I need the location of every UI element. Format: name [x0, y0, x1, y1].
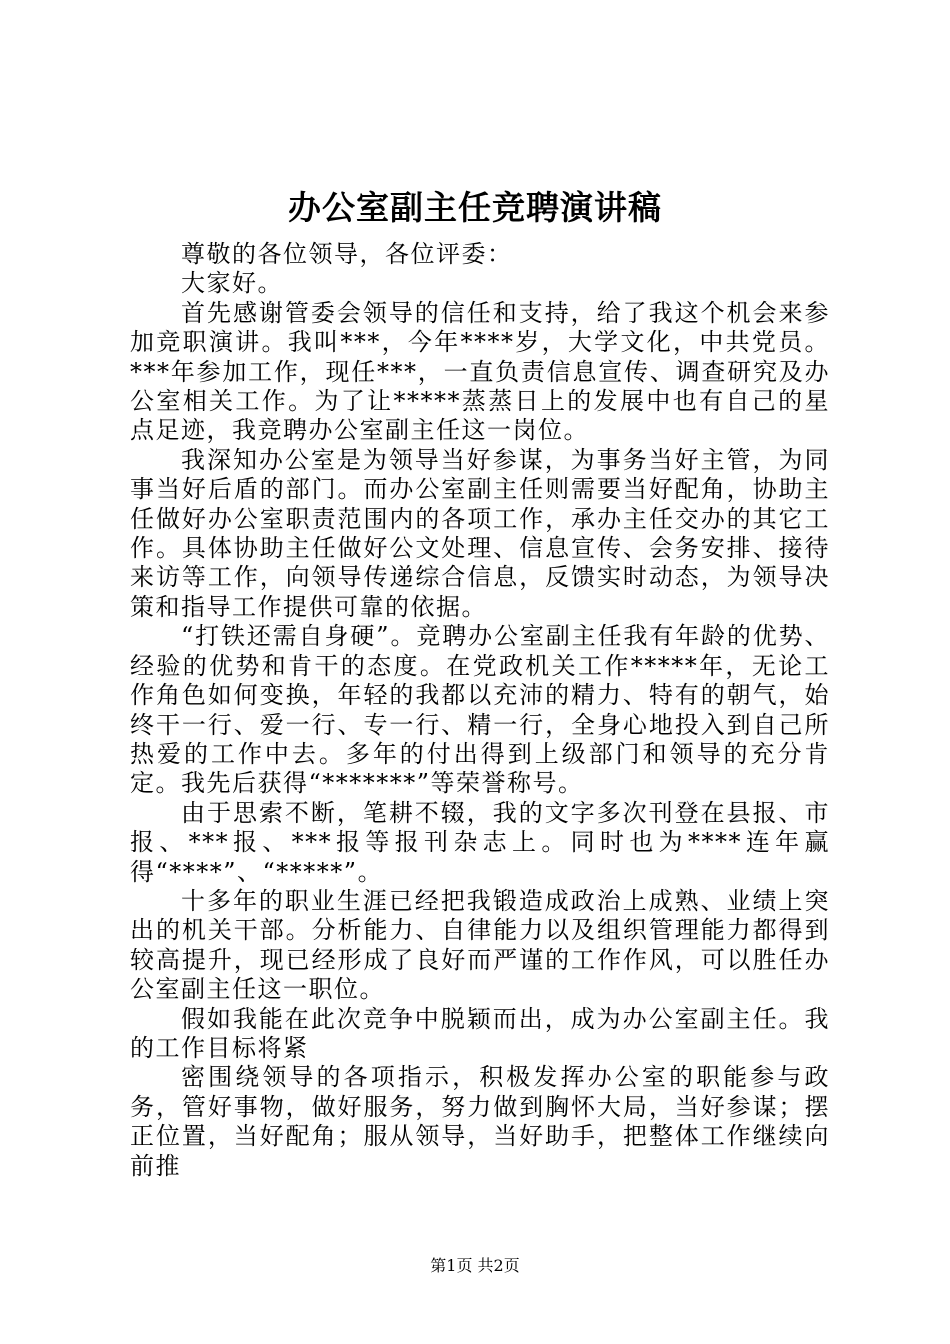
- greeting-paragraph: 大家好。: [181, 269, 283, 298]
- body-paragraph: 由于思索不断，笔耕不辍，我的文字多次刊登在县报、市报、***报、***报等报刊杂志上。同时也为****连年赢得“****”、“*****”。: [130, 798, 830, 886]
- page-footer: 第1页 共2页: [430, 1256, 520, 1275]
- body-paragraph: 假如我能在此次竞争中脱颖而出，成为办公室副主任。我的工作目标将紧: [130, 1004, 830, 1062]
- body-paragraph: 十多年的职业生涯已经把我锻造成政治上成熟、业绩上突出的机关干部。分析能力、自律能力以及组织管理能力都得到较高提升，现已经形成了良好而严谨的工作作风，可以胜任办公室副主任这一职位。: [130, 886, 830, 1004]
- body-paragraph: 密围绕领导的各项指示，积极发挥办公室的职能参与政务，管好事物，做好服务，努力做到胸怀大局，当好参谋；摆正位置，当好配角；服从领导，当好助手，把整体工作继续向前推: [130, 1063, 830, 1180]
- body-paragraph: “打铁还需自身硬”。竞聘办公室副主任我有年龄的优势、经验的优势和肯干的态度。在党政机关工作*****年，无论工作角色如何变换，年轻的我都以充沛的精力、特有的朝气，始终干一行、爱一行、专一行、精一行，全身心地投入到自己所热爱的工作中去。多年的付出得到上级部门和领导的充分肯定。我先后获得“*******”等荣誉称号。: [130, 622, 830, 798]
- body-paragraph: 首先感谢管委会领导的信任和支持，给了我这个机会来参加竞职演讲。我叫***，今年****岁，大学文化，中共党员。***年参加工作，现任***，一直负责信息宣传、调查研究及办公室相关工作。为了让*****蒸蒸日上的发展中也有自己的星点足迹，我竞聘办公室副主任这一岗位。: [130, 298, 830, 445]
- document-body: [130, 240, 830, 1181]
- document-title: 办公室副主任竞聘演讲稿: [288, 188, 662, 227]
- body-paragraph: 我深知办公室是为领导当好参谋，为事务当好主管，为同事当好后盾的部门。而办公室副主任则需要当好配角，协助主任做好办公室职责范围内的各项工作，承办主任交办的其它工作。具体协助主任做好公文处理、信息宣传、会务安排、接待来访等工作，向领导传递综合信息，反馈实时动态，为领导决策和指导工作提供可靠的依据。: [130, 445, 830, 621]
- salutation-paragraph: 尊敬的各位领导，各位评委：: [181, 240, 513, 268]
